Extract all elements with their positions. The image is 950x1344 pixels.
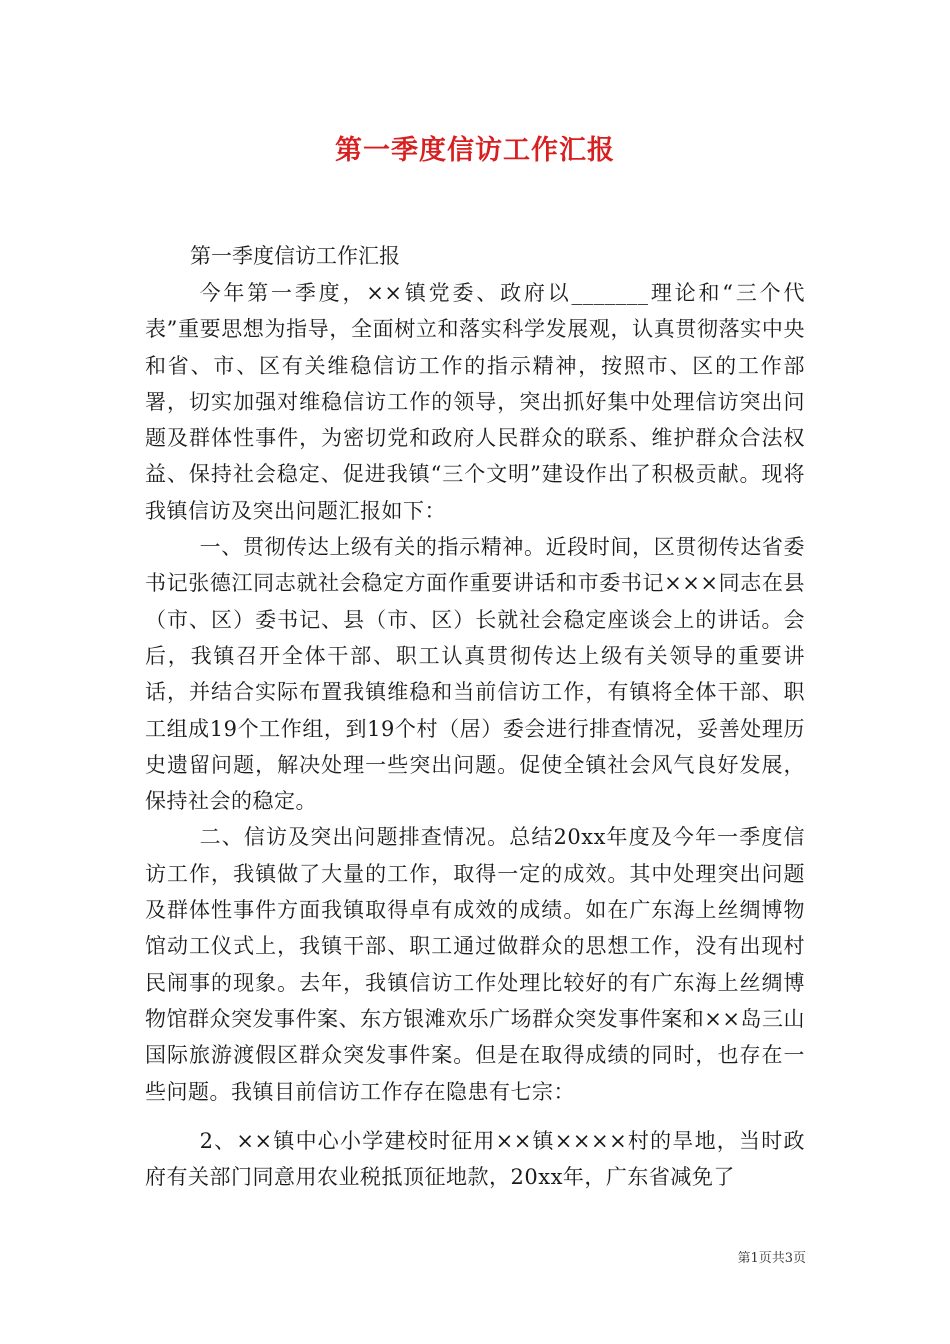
- document-body: [145, 275, 805, 1195]
- paragraph-item-2: 2、××镇中心小学建校时征用××镇××××村的旱地，当时政府有关部门同意用农业税抵顶征地款，20xx年，广东省减免了: [145, 1128, 805, 1190]
- paragraph-intro: 今年第一季度，××镇党委、政府以_______理论和“三个代表”重要思想为指导，全面树立和落实科学发展观，认真贯彻落实中央和省、市、区有关维稳信访工作的指示精神，按照市、区的工作部署，切实加强对维稳信访工作的领导，突出抓好集中处理信访突出问题及群体性事件，为密切党和政府人民群众的联系、维护群众合法权益、保持社会稳定、促进我镇“三个文明”建设作出了积极贡献。现将我镇信访及突出问题汇报如下：: [145, 281, 805, 523]
- document-subtitle: 第一季度信访工作汇报: [190, 244, 400, 268]
- document-title: 第一季度信访工作汇报: [335, 135, 615, 166]
- page-number: 第1页共3页: [737, 1251, 806, 1266]
- paragraph-section-1: 一、贯彻传达上级有关的指示精神。近段时间，区贯彻传达省委书记张德江同志就社会稳定方面作重要讲话和市委书记×××同志在县（市、区）委书记、县（市、区）长就社会稳定座谈会上的讲话。会后，我镇召开全体干部、职工认真贯彻传达上级有关领导的重要讲话，并结合实际布置我镇维稳和当前信访工作，有镇将全体干部、职工组成19个工作组，到19个村（居）委会进行排查情况，妥善处理历史遗留问题，解决处理一些突出问题。促使全镇社会风气良好发展，保持社会的稳定。: [145, 535, 805, 814]
- paragraph-section-2: 二、信访及突出问题排查情况。总结20xx年度及今年一季度信访工作，我镇做了大量的工作，取得一定的成效。其中处理突出问题及群体性事件方面我镇取得卓有成效的成绩。如在广东海上丝绸博物馆动工仪式上，我镇干部、职工通过做群众的思想工作，没有出现村民闹事的现象。去年，我镇信访工作处理比较好的有广东海上丝绸博物馆群众突发事件案、东方银滩欢乐广场群众突发事件案和××岛三山国际旅游渡假区群众突发事件案。但是在取得成绩的同时，也存在一些问题。我镇目前信访工作存在隐患有七宗：: [145, 825, 805, 1104]
